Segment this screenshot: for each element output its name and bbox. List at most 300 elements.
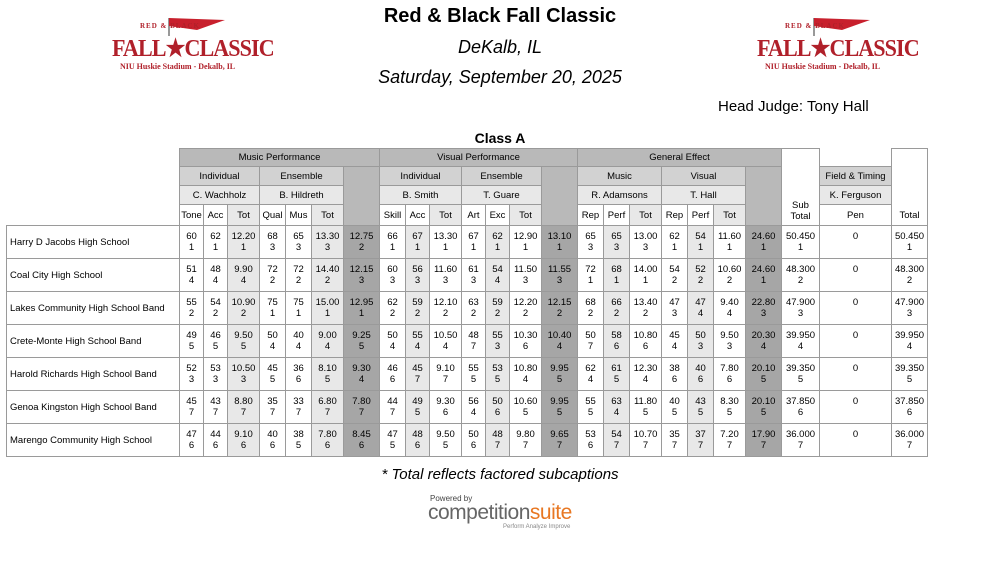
score-rank: 1: [188, 242, 195, 253]
score-value: 20.30: [751, 330, 776, 341]
score-rank: 7: [358, 407, 365, 418]
score-sub-total: [782, 424, 820, 457]
score-ge-tot: [746, 259, 782, 292]
score-rank: 6: [358, 440, 365, 451]
score-rank: 5: [906, 374, 913, 385]
score-value: 0: [852, 297, 859, 308]
score-exc: [486, 424, 510, 457]
score-value: 13.30: [433, 231, 458, 242]
score-value: 55: [468, 363, 479, 374]
school-name: Lakes Community High School Band: [7, 292, 180, 325]
score-value: 59: [492, 297, 503, 308]
score-pen: [820, 259, 892, 292]
score-mus: [286, 292, 312, 325]
score-rank: 7: [188, 407, 195, 418]
score-value: 24.60: [751, 231, 776, 242]
header-total: Total: [892, 149, 928, 226]
score-sub-total: [782, 259, 820, 292]
score-vp-ind-tot: [430, 358, 462, 391]
score-art: [462, 226, 486, 259]
score-rank: 2: [442, 308, 449, 319]
score-ge-mus-tot: [630, 325, 662, 358]
score-rep: [662, 259, 688, 292]
score-ge-mus-tot: [630, 358, 662, 391]
score-value: 60: [186, 231, 197, 242]
score-rep: [578, 391, 604, 424]
score-value: 72: [267, 264, 278, 275]
score-rank: 1: [726, 242, 733, 253]
score-value: 11.55: [547, 264, 572, 275]
score-rank: 7: [587, 341, 594, 352]
score-value: 55: [585, 396, 596, 407]
judge-ge-music: R. Adamsons: [578, 186, 662, 205]
score-rank: 1: [389, 242, 396, 253]
score-rank: 3: [797, 308, 804, 319]
score-value: 47: [669, 297, 680, 308]
score-rank: 5: [212, 341, 219, 352]
score-rank: 3: [212, 374, 219, 385]
score-vp-tot: [542, 226, 578, 259]
score-value: 20.10: [751, 396, 776, 407]
score-ge-mus-tot: [630, 391, 662, 424]
score-mus: [286, 424, 312, 457]
score-value: 35: [669, 429, 680, 440]
score-value: 7.80: [318, 429, 337, 440]
score-value: 51: [186, 264, 197, 275]
score-pen: [820, 391, 892, 424]
score-mp-tot: [344, 391, 380, 424]
score-rep: [578, 325, 604, 358]
score-rank: 3: [697, 341, 704, 352]
score-rank: 4: [414, 341, 421, 352]
score-acc: [204, 424, 228, 457]
score-value: 9.50: [234, 330, 253, 341]
score-value: 10.70: [633, 429, 658, 440]
score-rank: 5: [324, 374, 331, 385]
score-value: 20.10: [751, 363, 776, 374]
score-vp-tot: [542, 424, 578, 457]
score-rank: 7: [642, 440, 649, 451]
score-value: 9.95: [550, 363, 569, 374]
score-value: 47: [387, 429, 398, 440]
score-value: 53: [210, 363, 221, 374]
score-ge-mus-tot: [630, 292, 662, 325]
score-mp-tot: [344, 358, 380, 391]
score-rank: 4: [642, 374, 649, 385]
score-qual: [260, 292, 286, 325]
score-rep: [578, 259, 604, 292]
score-rank: 4: [470, 407, 477, 418]
score-rank: 6: [470, 440, 477, 451]
score-ge-mus-tot: [630, 424, 662, 457]
score-rank: 2: [642, 308, 649, 319]
page-title: Red & Black Fall Classic: [383, 5, 617, 27]
score-rank: 7: [212, 407, 219, 418]
score-rank: 7: [697, 440, 704, 451]
score-rank: 5: [797, 374, 804, 385]
score-mp-ind-tot: [228, 358, 260, 391]
score-value: 12.20: [231, 231, 256, 242]
score-rank: 6: [324, 440, 331, 451]
header-general-effect: General Effect: [578, 149, 782, 167]
score-value: 72: [585, 264, 596, 275]
score-rank: 6: [906, 407, 913, 418]
score-value: 0: [852, 429, 859, 440]
school-name: Coal City High School: [7, 259, 180, 292]
score-value: 12.30: [633, 363, 658, 374]
score-value: 8.10: [318, 363, 337, 374]
score-value: 53: [492, 363, 503, 374]
score-rank: 7: [269, 407, 276, 418]
score-sub-total: [782, 325, 820, 358]
school-name: Crete-Monte High School Band: [7, 325, 180, 358]
score-value: 68: [585, 297, 596, 308]
score-mp-ens-tot: [312, 292, 344, 325]
score-skill: [380, 226, 406, 259]
logo-red-black: RED & BLACK: [785, 22, 846, 30]
score-value: 55: [412, 330, 423, 341]
score-acc: [406, 424, 430, 457]
header-visual-performance: Visual Performance: [380, 149, 578, 167]
score-value: 52: [695, 264, 706, 275]
score-rank: 2: [358, 242, 365, 253]
score-value: 43: [695, 396, 706, 407]
score-rank: 6: [522, 341, 529, 352]
score-value: 37: [695, 429, 706, 440]
score-value: 54: [492, 264, 503, 275]
score-tone: [180, 226, 204, 259]
score-rank: 6: [726, 374, 733, 385]
score-rank: 6: [188, 440, 195, 451]
score-value: 48: [468, 330, 479, 341]
score-value: 9.30: [352, 363, 371, 374]
score-rank: 1: [470, 242, 477, 253]
score-mp-ind-tot: [228, 391, 260, 424]
score-exc: [486, 358, 510, 391]
score-rank: 5: [613, 374, 620, 385]
score-mp-ens-tot: [312, 358, 344, 391]
score-value: 46: [210, 330, 221, 341]
score-rep: [578, 358, 604, 391]
score-total: [892, 259, 928, 292]
header-mp-ensemble: Ensemble: [260, 167, 344, 186]
score-rep: [578, 226, 604, 259]
score-rank: 5: [358, 341, 365, 352]
col-tone: Tone: [180, 205, 204, 226]
score-rank: 5: [188, 341, 195, 352]
table-row: [7, 424, 928, 457]
score-value: 10.60: [717, 264, 742, 275]
score-value: 36: [293, 363, 304, 374]
col-acc: Acc: [406, 205, 430, 226]
score-vp-ens-tot: [510, 226, 542, 259]
score-rank: 7: [295, 407, 302, 418]
score-value: 68: [611, 264, 622, 275]
score-value: 7.80: [352, 396, 371, 407]
score-rank: 4: [212, 275, 219, 286]
score-rank: 4: [556, 341, 563, 352]
score-rep: [662, 292, 688, 325]
score-value: 36.000: [785, 429, 816, 440]
score-rep: [578, 292, 604, 325]
score-value: 9.10: [436, 363, 455, 374]
score-qual: [260, 226, 286, 259]
score-skill: [380, 391, 406, 424]
score-rank: 4: [389, 341, 396, 352]
score-mus: [286, 358, 312, 391]
col-qual: Qual: [260, 205, 286, 226]
score-perf: [688, 325, 714, 358]
score-ge-tot: [746, 391, 782, 424]
score-value: 8.45: [352, 429, 371, 440]
score-mp-ens-tot: [312, 391, 344, 424]
score-ge-tot: [746, 325, 782, 358]
score-value: 38: [293, 429, 304, 440]
score-rank: 1: [642, 275, 649, 286]
score-value: 63: [611, 396, 622, 407]
score-value: 65: [585, 231, 596, 242]
score-rank: 7: [760, 440, 767, 451]
score-rank: 5: [760, 374, 767, 385]
score-value: 61: [468, 264, 479, 275]
score-rank: 6: [797, 407, 804, 418]
logo-venue: NIU Huskie Stadium - Dekalb, IL: [120, 62, 236, 71]
score-value: 47.900: [894, 297, 925, 308]
score-rank: 2: [671, 275, 678, 286]
logo-venue: NIU Huskie Stadium - Dekalb, IL: [765, 62, 881, 71]
score-rank: 7: [906, 440, 913, 451]
score-sub-total: [782, 226, 820, 259]
score-total: [892, 325, 928, 358]
score-mp-ens-tot: [312, 226, 344, 259]
score-rank: 1: [269, 308, 276, 319]
score-value: 50: [585, 330, 596, 341]
score-rank: 1: [522, 242, 529, 253]
score-acc: [204, 292, 228, 325]
score-ge-vis-tot: [714, 358, 746, 391]
score-tone: [180, 259, 204, 292]
score-value: 48: [210, 264, 221, 275]
score-rank: 6: [240, 440, 247, 451]
score-acc: [204, 358, 228, 391]
score-perf: [688, 259, 714, 292]
score-acc: [204, 325, 228, 358]
score-value: 72: [293, 264, 304, 275]
score-value: 62: [585, 363, 596, 374]
event-city: DeKalb, IL: [457, 37, 543, 57]
score-rank: 7: [522, 440, 529, 451]
score-rank: 1: [613, 275, 620, 286]
score-value: 56: [412, 264, 423, 275]
score-value: 54: [611, 429, 622, 440]
score-rank: 6: [494, 407, 501, 418]
score-vp-ind-tot: [430, 424, 462, 457]
score-rank: 6: [587, 440, 594, 451]
score-value: 9.65: [550, 429, 569, 440]
score-value: 62: [387, 297, 398, 308]
score-qual: [260, 358, 286, 391]
score-rank: 1: [671, 242, 678, 253]
col-perf: Perf: [604, 205, 630, 226]
score-value: 9.40: [720, 297, 739, 308]
score-rank: 7: [324, 407, 331, 418]
score-rank: 4: [726, 308, 733, 319]
score-rank: 3: [613, 242, 620, 253]
score-rank: 3: [188, 374, 195, 385]
score-exc: [486, 292, 510, 325]
score-value: 10.30: [513, 330, 538, 341]
score-value: 8.30: [720, 396, 739, 407]
score-rank: 2: [906, 275, 913, 286]
score-rank: 3: [295, 242, 302, 253]
logo-red-black: RED & BLACK: [140, 22, 201, 30]
score-value: 22.80: [751, 297, 776, 308]
judge-vp-ensemble: T. Guare: [462, 186, 542, 205]
table-row: [7, 259, 928, 292]
score-value: 13.40: [633, 297, 658, 308]
score-mp-tot: [344, 424, 380, 457]
score-rank: 3: [642, 242, 649, 253]
score-acc: [204, 259, 228, 292]
score-value: 61: [611, 363, 622, 374]
score-value: 50.450: [894, 231, 925, 242]
score-rank: 4: [494, 275, 501, 286]
score-value: 59: [412, 297, 423, 308]
score-value: 13.30: [315, 231, 340, 242]
score-skill: [380, 259, 406, 292]
score-rank: 2: [324, 275, 331, 286]
score-sub-total: [782, 292, 820, 325]
col-tot: Tot: [510, 205, 542, 226]
score-rank: 4: [697, 308, 704, 319]
score-exc: [486, 226, 510, 259]
score-ge-tot: [746, 226, 782, 259]
score-value: 12.90: [513, 231, 538, 242]
score-mp-ind-tot: [228, 259, 260, 292]
score-value: 35: [267, 396, 278, 407]
score-value: 46: [387, 363, 398, 374]
score-perf: [688, 424, 714, 457]
score-rank: 2: [240, 308, 247, 319]
score-value: 52: [186, 363, 197, 374]
score-value: 62: [669, 231, 680, 242]
score-value: 11.80: [633, 396, 658, 407]
score-rank: 2: [389, 308, 396, 319]
score-rank: 5: [240, 341, 247, 352]
score-value: 6.80: [318, 396, 337, 407]
score-rank: 3: [324, 242, 331, 253]
score-rank: 1: [494, 242, 501, 253]
score-ge-mus-tot: [630, 259, 662, 292]
score-rank: 5: [697, 407, 704, 418]
score-qual: [260, 325, 286, 358]
score-rank: 7: [470, 341, 477, 352]
brand-name-b: suite: [529, 501, 572, 524]
score-rank: 6: [642, 341, 649, 352]
score-value: 44: [210, 429, 221, 440]
score-rank: 5: [414, 407, 421, 418]
score-rank: 2: [188, 308, 195, 319]
score-value: 54: [210, 297, 221, 308]
score-vp-ind-tot: [430, 325, 462, 358]
score-ge-vis-tot: [714, 424, 746, 457]
score-value: 58: [611, 330, 622, 341]
score-ge-vis-tot: [714, 325, 746, 358]
score-vp-ens-tot: [510, 292, 542, 325]
score-mp-ens-tot: [312, 424, 344, 457]
score-value: 48: [412, 429, 423, 440]
score-value: 49: [412, 396, 423, 407]
score-value: 75: [267, 297, 278, 308]
score-art: [462, 424, 486, 457]
score-art: [462, 391, 486, 424]
score-perf: [604, 325, 630, 358]
score-art: [462, 325, 486, 358]
score-tone: [180, 424, 204, 457]
score-rank: 5: [442, 440, 449, 451]
table-row: [7, 391, 928, 424]
score-value: 10.90: [231, 297, 256, 308]
score-rank: 7: [726, 440, 733, 451]
score-rank: 4: [797, 341, 804, 352]
score-acc: [406, 358, 430, 391]
score-value: 12.95: [349, 297, 374, 308]
score-tone: [180, 292, 204, 325]
judge-mp-ensemble: B. Hildreth: [260, 186, 344, 205]
score-rank: [820, 407, 891, 418]
score-value: 9.30: [436, 396, 455, 407]
score-value: 12.15: [349, 264, 374, 275]
col-tot: Tot: [630, 205, 662, 226]
score-value: 10.50: [231, 363, 256, 374]
score-value: 40: [695, 363, 706, 374]
score-value: 43: [210, 396, 221, 407]
score-rank: 7: [494, 440, 501, 451]
score-rank: 7: [556, 440, 563, 451]
score-rank: 4: [442, 341, 449, 352]
table-row: [7, 358, 928, 391]
score-total: [892, 424, 928, 457]
score-rank: 1: [212, 242, 219, 253]
score-rank: 5: [295, 440, 302, 451]
score-value: 9.80: [516, 429, 535, 440]
header-field-timing: Field & Timing: [820, 167, 892, 186]
score-acc: [406, 391, 430, 424]
score-ge-vis-tot: [714, 292, 746, 325]
score-rank: 7: [671, 440, 678, 451]
score-rank: 1: [442, 242, 449, 253]
score-perf: [688, 292, 714, 325]
school-name: Genoa Kingston High School Band: [7, 391, 180, 424]
score-rank: [820, 440, 891, 451]
score-vp-tot: [542, 358, 578, 391]
judge-vp-individual: B. Smith: [380, 186, 462, 205]
score-vp-ind-tot: [430, 226, 462, 259]
col-art: Art: [462, 205, 486, 226]
score-value: 0: [852, 264, 859, 275]
score-value: 40: [293, 330, 304, 341]
score-rank: 2: [587, 308, 594, 319]
score-value: 55: [186, 297, 197, 308]
score-sub-total: [782, 391, 820, 424]
score-rank: 5: [494, 374, 501, 385]
score-rank: 5: [587, 407, 594, 418]
score-art: [462, 259, 486, 292]
score-perf: [688, 391, 714, 424]
score-rank: 3: [240, 374, 247, 385]
score-value: 14.00: [633, 264, 658, 275]
col-exc: Exc: [486, 205, 510, 226]
